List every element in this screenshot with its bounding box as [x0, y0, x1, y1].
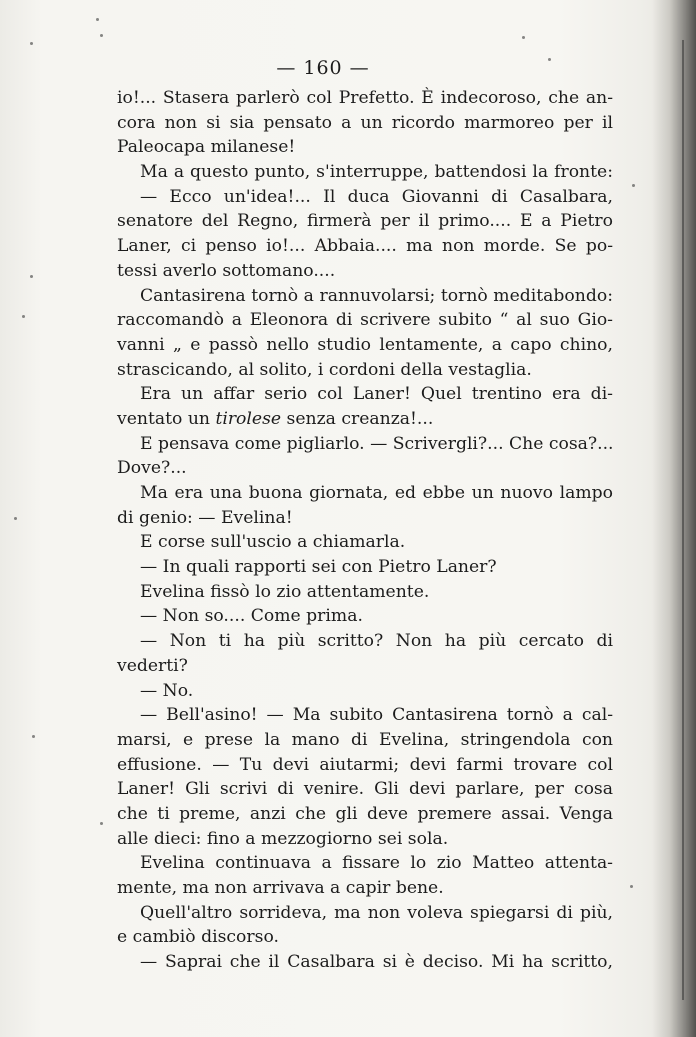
text-line: Dove?...	[117, 458, 187, 479]
text-line: raccomandò a Eleonora di scrivere subito “ al suo Gio-	[117, 310, 613, 331]
page-gutter-shadow	[652, 0, 696, 1037]
ink-speck	[32, 735, 35, 738]
text-line: ventato un tirolese senza creanza!...	[117, 408, 434, 429]
text-line: e cambiò discorso.	[117, 927, 279, 948]
ink-speck	[632, 184, 635, 187]
text-line: cora non si sia pensato a un ricordo marmoreo per il	[117, 112, 613, 133]
text-line: Laner! Gli scrivi di venire. Gli devi parlare, per cosa	[117, 779, 613, 800]
text-line: Quell'altro sorrideva, ma non voleva spiegarsi di più,	[140, 902, 613, 923]
ink-speck	[96, 18, 99, 21]
text-line: — No.	[140, 680, 194, 701]
ink-speck	[30, 42, 33, 45]
text-line: mente, ma non arrivava a capir bene.	[117, 878, 444, 898]
text-line: tessi averlo sottomano....	[117, 260, 336, 281]
text-line: senatore del Regno, firmerà per il primo.... E a Pietro	[117, 211, 613, 232]
ink-speck	[100, 34, 103, 37]
page-number: — 160 —	[276, 57, 370, 79]
binding-edge	[682, 40, 684, 1000]
text-line: Ma a questo punto, s'interruppe, battendosi la fronte:	[140, 162, 613, 183]
text-line: alle dieci: fino a mezzogiorno sei sola.	[117, 828, 449, 849]
text-line: vederti?	[117, 655, 188, 676]
text-line: Ma era una buona giornata, ed ebbe un nuovo lampo	[140, 483, 613, 503]
text-line: Paleocapa milanese!	[117, 137, 296, 158]
italic-word: tirolese	[215, 408, 282, 429]
text-line: Cantasirena tornò a rannuvolarsi; tornò meditabondo:	[140, 285, 613, 306]
text-line: — Non ti ha più scritto? Non ha più cercato di	[140, 631, 613, 652]
text-line: di genio: — Evelina!	[117, 507, 293, 528]
ink-speck	[14, 517, 17, 520]
text-line: — Bell'asino! — Ma subito Cantasirena tornò a cal-	[140, 705, 613, 726]
text-line: E pensava come pigliarlo. — Scrivergli?... Che cosa?...	[140, 433, 614, 454]
text-line: Era un affar serio col Laner! Quel trentino era di-	[140, 384, 613, 405]
ink-speck	[100, 822, 103, 825]
text-line: Evelina continuava a fissare lo zio Matteo attenta-	[140, 853, 613, 874]
ink-speck	[22, 315, 25, 318]
ink-speck	[30, 275, 33, 278]
text-line: — Non so.... Come prima.	[140, 606, 363, 627]
ink-speck	[630, 885, 633, 888]
text-line: strascicando, al solito, i cordoni della vestaglia.	[117, 359, 532, 380]
text-line: effusione. — Tu devi aiutarmi; devi farmi trovare col	[117, 754, 613, 775]
text-line: Evelina fissò lo zio attentamente.	[140, 581, 430, 602]
text-line: — Ecco un'idea!... Il duca Giovanni di Casalbara,	[140, 186, 613, 207]
text-line: che ti preme, anzi che gli deve premere assai. Venga	[117, 803, 613, 824]
text-line: E corse sull'uscio a chiamarla.	[140, 532, 406, 553]
ink-speck	[522, 36, 525, 39]
text-line: Laner, ci penso io!... Abbaia.... ma non morde. Se po-	[117, 236, 613, 257]
text-line: — In quali rapporti sei con Pietro Laner?	[140, 557, 497, 578]
text-line: io!... Stasera parlerò col Prefetto. È indecoroso, che an-	[117, 88, 613, 108]
text-line: marsi, e prese la mano di Evelina, stringendola con	[117, 729, 613, 750]
text-line: vanni „ e passò nello studio lentamente, a capo chino,	[117, 334, 613, 355]
body-text	[117, 86, 613, 975]
text-line: — Saprai che il Casalbara si è deciso. Mi ha scritto,	[140, 952, 613, 973]
